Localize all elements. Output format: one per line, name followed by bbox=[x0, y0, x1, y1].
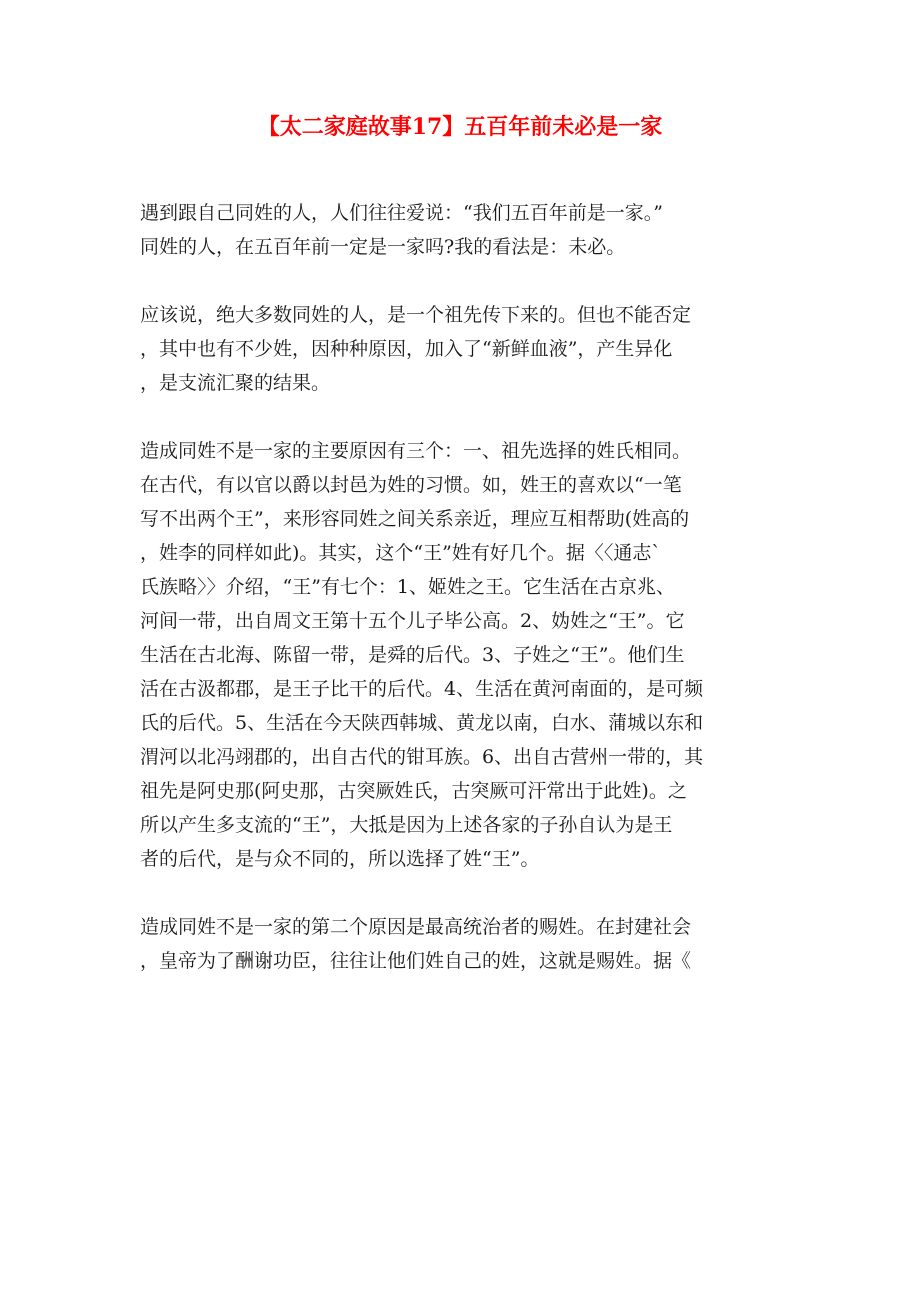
text-line: 活在古汲都郡，是王子比干的后代。4、生活在黄河南面的，是可频 bbox=[140, 678, 704, 700]
paragraph-2 bbox=[140, 298, 785, 400]
text-line: ，其中也有不少姓，因种种原因，加入了“新鲜血液”，产生异化 bbox=[140, 338, 673, 360]
text-line: 在古代，有以官以爵以封邑为姓的习惯。如，姓王的喜欢以“一笔 bbox=[140, 474, 682, 496]
document-title: 【太二家庭故事17】五百年前未必是一家 bbox=[257, 114, 663, 140]
text-line: 遇到跟自己同姓的人，人们往往爱说：“我们五百年前是一家。” bbox=[140, 202, 663, 224]
text-line: 写不出两个王”，来形容同姓之间关系亲近，理应互相帮助(姓高的 bbox=[140, 508, 690, 530]
text-line: ，皇帝为了酬谢功臣，往往让他们姓自己的姓，这就是赐姓。据《 bbox=[140, 950, 692, 972]
text-line: 所以产生多支流的“王”，大抵是因为上述各家的子孙自认为是王 bbox=[140, 814, 673, 836]
text-line: 应该说，绝大多数同姓的人，是一个祖先传下来的。但也不能否定 bbox=[140, 304, 692, 326]
paragraph-4 bbox=[140, 910, 785, 978]
paragraph-3 bbox=[140, 434, 785, 876]
document-body bbox=[140, 196, 785, 1012]
text-line: 氏的后代。5、生活在今天陕西韩城、黄龙以南，白水、蒲城以东和 bbox=[140, 712, 704, 734]
paragraph-1 bbox=[140, 196, 785, 264]
text-line: 祖先是阿史那(阿史那，古突厥姓氏，古突厥可汗常出于此姓)。之 bbox=[140, 780, 687, 802]
text-line: ，姓李的同样如此)。其实，这个“王”姓有好几个。据〈〈通志` bbox=[140, 542, 661, 564]
text-line: ，是支流汇聚的结果。 bbox=[140, 372, 331, 394]
text-line: 者的后代，是与众不同的，所以选择了姓“王”。 bbox=[140, 848, 540, 870]
text-line: 渭河以北冯翊郡的，出自古代的钳耳族。6、出自古营州一带的，其 bbox=[140, 746, 704, 768]
text-line: 造成同姓不是一家的主要原因有三个：一、祖先选择的姓氏相同。 bbox=[140, 440, 692, 462]
text-line: 造成同姓不是一家的第二个原因是最高统治者的赐姓。在封建社会 bbox=[140, 916, 692, 938]
text-line: 生活在古北海、陈留一带，是舜的后代。3、子姓之“王”。他们生 bbox=[140, 644, 685, 666]
text-line: 河间一带，出自周文王第十五个儿子毕公高。2、妫姓之“王”。它 bbox=[140, 610, 685, 632]
text-line: 氏族略〉〉介绍，“王”有七个：1、姬姓之王。它生活在古京兆、 bbox=[140, 576, 676, 598]
text-line: 同姓的人，在五百年前一定是一家吗?我的看法是：未必。 bbox=[140, 236, 626, 258]
